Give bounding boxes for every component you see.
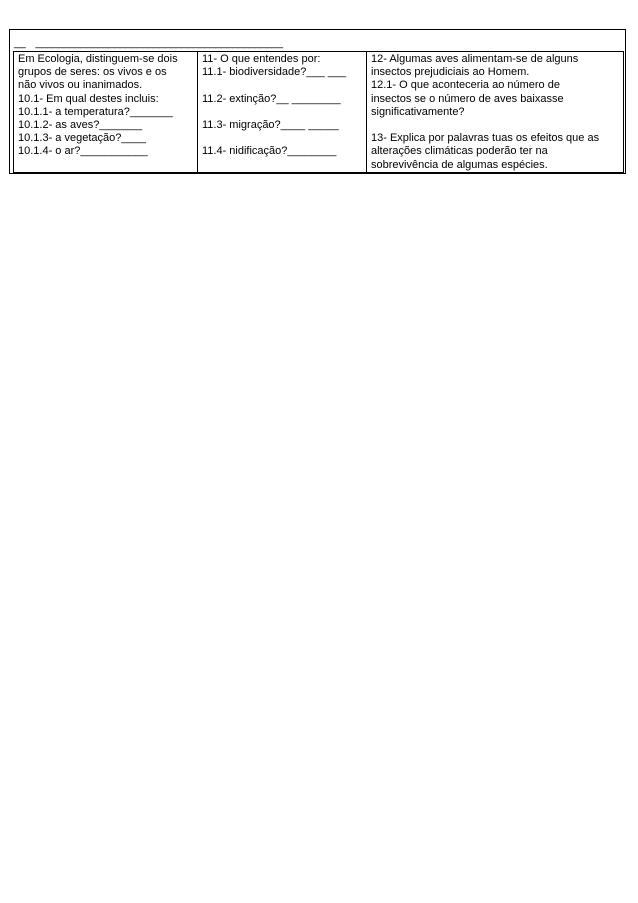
spacer	[202, 132, 361, 145]
column-definitions	[198, 52, 367, 173]
question-13-line-3: sobrevivência de algumas espécies.	[371, 158, 548, 171]
item-10-1-1: 10.1.1- a temperatura?_______	[18, 105, 173, 118]
question-12-1-line-2: insectos se o número de aves baixasse	[371, 92, 564, 105]
item-10-1-2: 10.1.2- as aves?_______	[18, 119, 143, 132]
question-13-line-1: 13- Explica por palavras tuas os efeitos que as	[371, 132, 600, 145]
worksheet-row	[14, 52, 624, 173]
item-11-1: 11.1- biodiversidade?___ ___	[202, 66, 347, 79]
item-10-1-3: 10.1.3- a vegetação?____	[18, 132, 146, 145]
question-12-line-2: insectos prejudiciais ao Homem.	[371, 66, 530, 79]
spacer	[202, 79, 361, 92]
header-answer-line: __ ____________________________________________	[14, 37, 283, 49]
spacer	[202, 106, 361, 119]
column-birds-climate	[367, 52, 624, 173]
question-13-line-2: alterações climáticas poderão ter na	[371, 145, 548, 158]
item-11-2: 11.2- extinção?__ ________	[202, 92, 341, 105]
column-ecology	[14, 52, 198, 173]
item-11-3: 11.3- migração?____ _____	[202, 118, 339, 131]
intro-line-3: não vivos ou inanimados.	[18, 79, 143, 92]
question-12-1-line-3: significativamente?	[371, 105, 465, 118]
question-11: 11- O que entendes por:	[202, 53, 321, 65]
spacer	[371, 119, 618, 132]
worksheet-table	[13, 51, 624, 173]
question-10-1: 10.1- Em qual destes incluis:	[18, 92, 159, 105]
question-12-line-1: 12- Algumas aves alimentam-se de alguns	[371, 53, 579, 65]
item-10-1-4: 10.1.4- o ar?___________	[18, 145, 148, 158]
intro-line-2: grupos de seres: os vivos e os	[18, 66, 167, 79]
intro-line-1: Em Ecologia, distinguem-se dois	[18, 53, 178, 65]
item-11-4: 11.4- nidificação?________	[202, 145, 337, 158]
question-12-1-line-1: 12.1- O que aconteceria ao número de	[371, 79, 560, 92]
